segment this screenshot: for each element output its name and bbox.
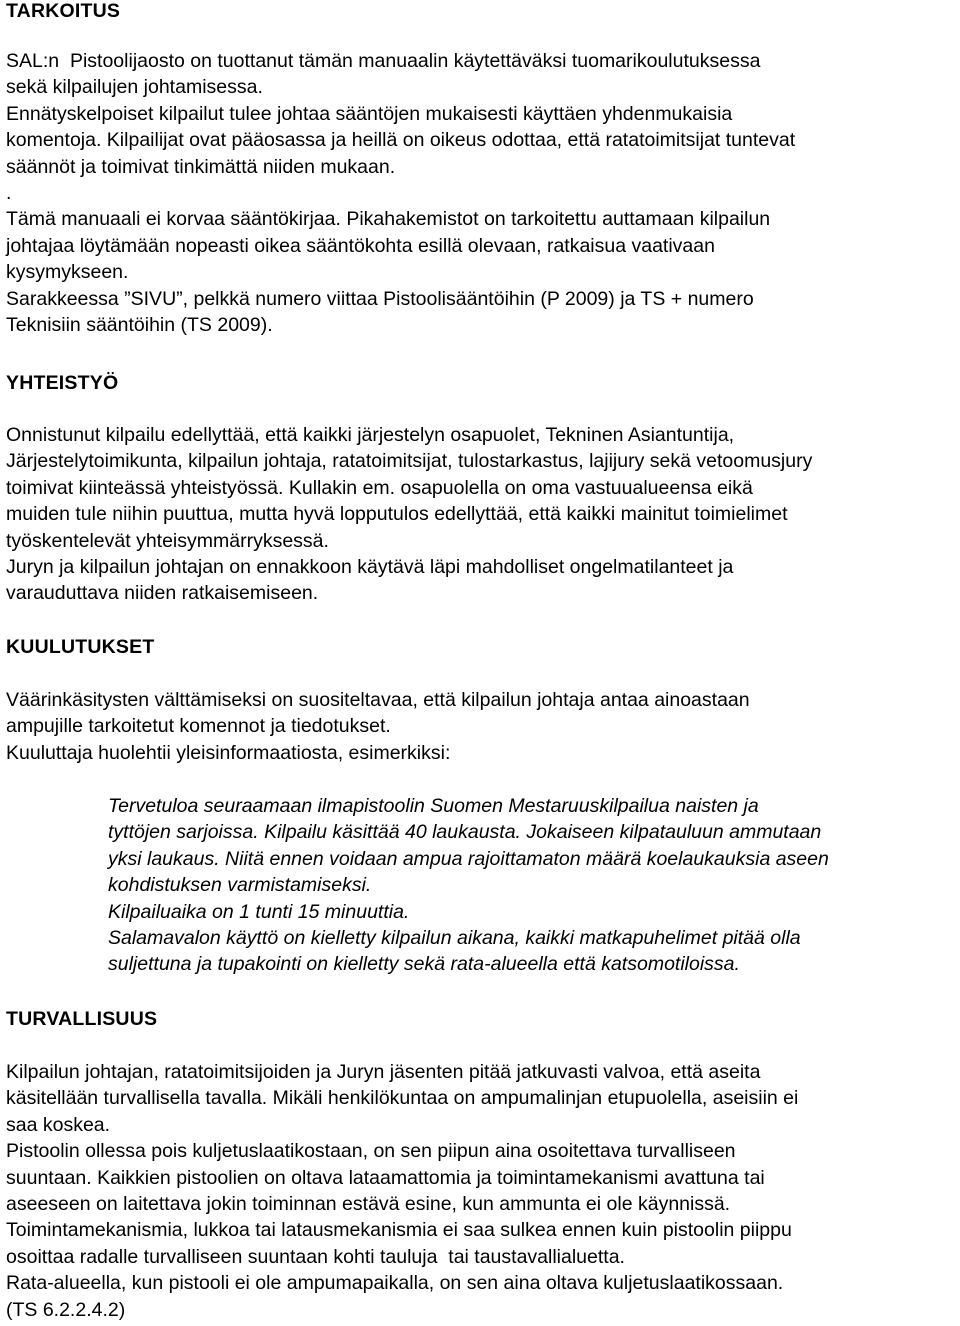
section-kuulutukset bbox=[6, 634, 960, 660]
paragraph: SAL:n Pistoolijaosto on tuottanut tämän manuaalin käytettäväksi tuomarikoulutuksessa sekä kilpailujen johtamisessa. bbox=[6, 50, 761, 99]
example-line: Kilpailuaika on 1 tunti 15 minuuttia. bbox=[108, 900, 410, 923]
section-tarkoitus bbox=[6, 0, 960, 24]
paragraph: Onnistunut kilpailu edellyttää, että kaikki järjestelyn osapuolet, Tekninen Asiantuntija, Järjestelytoimikunta, kilpailun johtaja, ratatoimitsijat, tulostarkastus, lajijury sekä vetoomusjury toimivat kiinteässä yhteistyössä. Kullakin em. osapuolella on oma vastuualueensa eikä muiden tule niihin puuttua, mutta hyvä lopputulos edellyttää, että kaikki mainitut toimielimet työskentelevät yhteisymmärryksessä. bbox=[6, 424, 813, 552]
announcement-example bbox=[108, 793, 960, 978]
paragraph: Sarakkeessa ”SIVU”, pelkkä numero viittaa Pistoolisääntöihin (P 2009) ja TS + numero Teknisiin sääntöihin (TS 2009). bbox=[6, 287, 754, 337]
paragraph: Kilpailun johtajan, ratatoimitsijoiden ja Juryn jäsenten pitää jatkuvasti valvoa, että aseita käsitellään turvallisella tavalla. Mikäli henkilökuntaa on ampumalinjan etupuolella, aseisiin ei saa koskea. bbox=[6, 1061, 799, 1136]
paragraph: Toimintamekanismia, lukkoa tai latausmekanismia ei saa sulkea ennen kuin pistoolin piippu osoittaa radalle turvalliseen suuntaan kohti tauluja tai taustavallialuetta. bbox=[6, 1219, 792, 1268]
example-line: Salamavalon käyttö on kielletty kilpailun aikana, kaikki matkapuhelimet pitää olla suljettuna ja tupakointi on kielletty sekä rata-alueella että katsomotiloissa. bbox=[108, 927, 801, 976]
tarkoitus-body bbox=[6, 48, 960, 338]
paragraph: Rata-alueella, kun pistooli ei ole ampumapaikalla, on sen aina oltava kuljetuslaatikossaan. (TS 6.2.2.4.2) bbox=[6, 1272, 784, 1321]
kuulutukset-body bbox=[6, 687, 960, 766]
section-yhteistyo bbox=[6, 370, 960, 396]
turvallisuus-body bbox=[6, 1059, 960, 1323]
section-heading: YHTEISTYÖ bbox=[6, 372, 119, 394]
example-line: Tervetuloa seuraamaan ilmapistoolin Suomen Mestaruuskilpailua naisten ja tyttöjen sarjoissa. Kilpailu käsittää 40 laukausta. Jokaiseen kilpatauluun ammutaan yksi laukaus. Niitä ennen voidaan ampua rajoittamaton määrä koelaukauksia aseen kohdistuksen varmistamiseksi. bbox=[108, 795, 829, 897]
paragraph: Ennätyskelpoiset kilpailut tulee johtaa sääntöjen mukaisesti käyttäen yhdenmukaisia komentoja. Kilpailijat ovat pääosassa ja heillä on oikeus odottaa, että ratatoimitsijat tuntevat säännöt ja toimivat tinkimättä niiden mukaan. bbox=[6, 102, 796, 178]
paragraph: Väärinkäsitysten välttämiseksi on suositeltavaa, että kilpailun johtaja antaa ainoastaan ampujille tarkoitetut komennot ja tiedotukset. bbox=[6, 689, 750, 738]
paragraph: Pistoolin ollessa pois kuljetuslaatikostaan, on sen piipun aina osoitettava turvalliseen suuntaan. Kaikkien pistoolien on oltava lataamattomia ja toimintamekanismi avattuna tai aseeseen on laitettava jokin toiminnan estävä esine, kun ammunta ei ole käynnissä. bbox=[6, 1140, 765, 1216]
paragraph: Tämä manuaali ei korvaa sääntökirjaa. Pikahakemistot on tarkoitettu auttamaan kilpailun johtajaa löytämään nopeasti oikea sääntökohta esillä olevaan, ratkaisua vaativaan kysymykseen. bbox=[6, 208, 771, 284]
section-heading: TURVALLISUUS bbox=[6, 1008, 158, 1030]
paragraph: Juryn ja kilpailun johtajan on ennakkoon käytävä läpi mahdolliset ongelmatilanteet ja varauduttava niiden ratkaisemiseen. bbox=[6, 556, 734, 605]
section-turvallisuus bbox=[6, 1006, 960, 1032]
section-heading: KUULUTUKSET bbox=[6, 636, 155, 658]
paragraph: Kuuluttaja huolehtii yleisinformaatiosta, esimerkiksi: bbox=[6, 741, 451, 764]
section-heading: TARKOITUS bbox=[6, 0, 121, 22]
paragraph: . bbox=[6, 182, 12, 205]
yhteistyo-body bbox=[6, 422, 960, 607]
